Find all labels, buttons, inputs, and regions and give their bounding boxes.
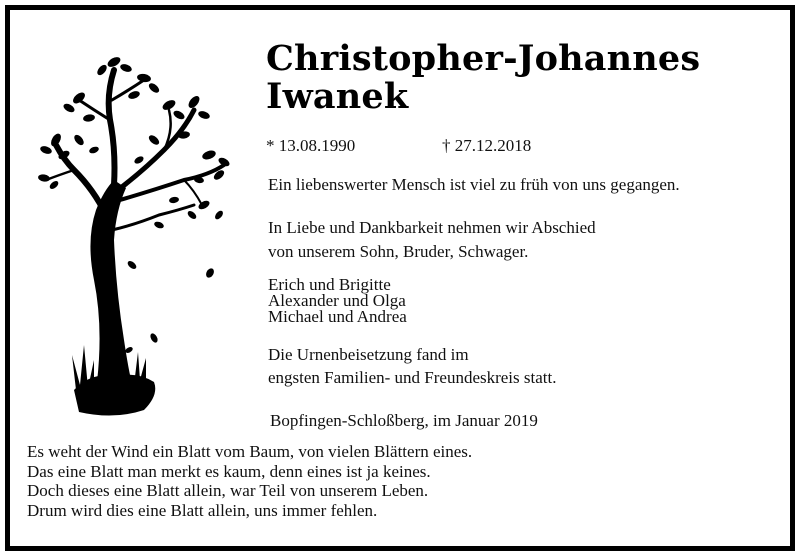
poem-line: Das eine Blatt man merkt es kaum, denn eines ist ja keines. xyxy=(27,461,431,481)
poem-line: Es weht der Wind ein Blatt vom Baum, von vielen Blättern eines. xyxy=(27,442,473,461)
death-date: † 27.12.2018 xyxy=(442,136,532,155)
mourner-name: Alexander und Olga xyxy=(268,291,406,310)
farewell-text xyxy=(268,217,596,262)
poem xyxy=(27,442,472,520)
poem-line: Doch dieses eine Blatt allein, war Teil von unserem Leben. xyxy=(27,481,429,500)
tree-icon xyxy=(34,40,234,430)
life-dates xyxy=(266,136,586,156)
deceased-name-line1: Christopher-Johannes xyxy=(266,38,701,79)
farewell-line: von unserem Sohn, Bruder, Schwager. xyxy=(268,242,529,261)
mourners-list xyxy=(268,277,407,325)
poem-line: Drum wird dies eine Blatt allein, uns immer fehlen. xyxy=(27,500,378,520)
mourner-name: Erich und Brigitte xyxy=(268,275,391,294)
farewell-line: In Liebe und Dankbarkeit nehmen wir Abschied xyxy=(268,218,596,237)
birth-date: * 13.08.1990 xyxy=(266,136,356,155)
place-and-date: Bopfingen-Schloßberg, im Januar 2019 xyxy=(270,411,538,430)
mourner-name: Michael und Andrea xyxy=(268,307,407,326)
tribute-text: Ein liebenswerter Mensch ist viel zu früh von uns gegangen. xyxy=(268,175,680,194)
burial-notice xyxy=(268,344,556,388)
burial-line: engsten Familien- und Freundeskreis statt. xyxy=(268,368,557,387)
burial-line: Die Urnenbeisetzung fand im xyxy=(268,345,469,364)
deceased-name xyxy=(266,40,700,116)
deceased-name-line2: Iwanek xyxy=(266,76,409,117)
